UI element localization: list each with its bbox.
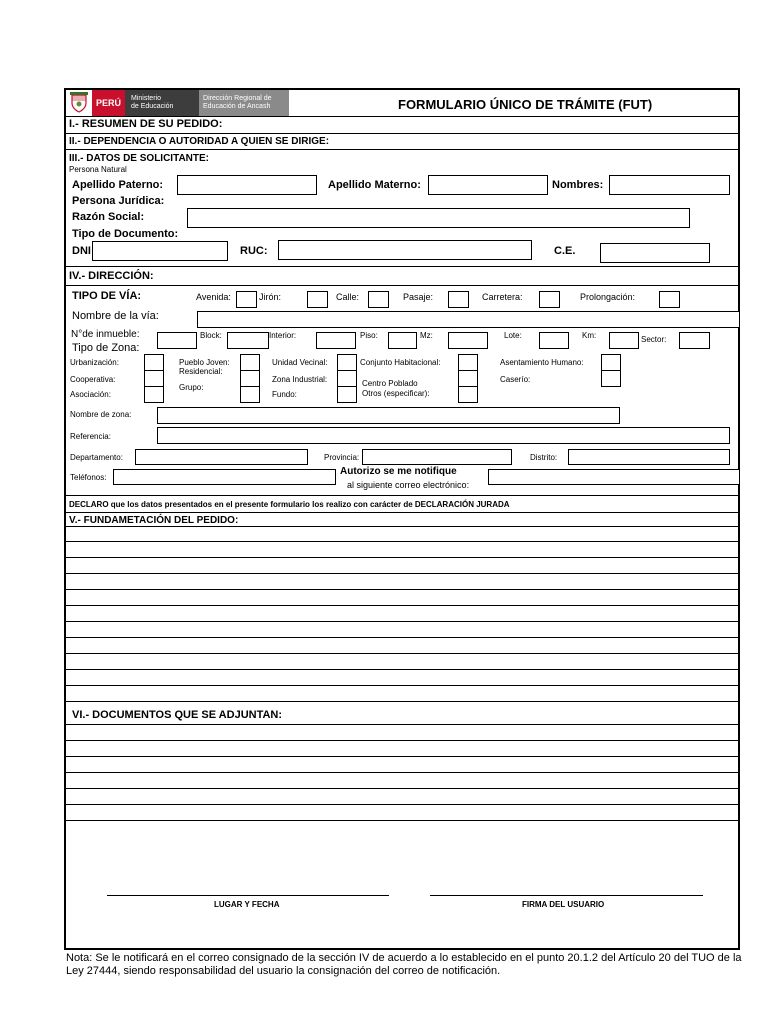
pasaje-checkbox[interactable] <box>448 291 469 308</box>
ce-field[interactable] <box>600 243 710 263</box>
razon-social-field[interactable] <box>187 208 690 228</box>
form-title: FORMULARIO ÚNICO DE TRÁMITE (FUT) <box>398 97 653 112</box>
nombres-label: Nombres: <box>552 179 604 191</box>
urbanizacion-checkbox[interactable] <box>144 354 164 371</box>
fundamentacion-line[interactable] <box>66 669 738 670</box>
nombre-zona-field[interactable] <box>157 407 620 424</box>
jiron-label: Jirón: <box>259 292 282 302</box>
fundamentacion-line[interactable] <box>66 526 738 527</box>
zona-industrial-label: Zona Industrial: <box>272 375 328 384</box>
telefonos-field[interactable] <box>113 469 336 485</box>
tipo-zona-label: Tipo de Zona: <box>72 342 140 354</box>
section-documentos: VI.- DOCUMENTOS QUE SE ADJUNTAN: <box>72 709 283 721</box>
prolongacion-label: Prolongación: <box>580 292 636 302</box>
num-inmueble-label: N°de inmueble: <box>71 329 140 340</box>
documentos-line[interactable] <box>66 820 738 821</box>
centro-poblado-checkbox[interactable] <box>458 370 478 387</box>
distrito-field[interactable] <box>568 449 730 465</box>
unidad-vecinal-checkbox[interactable] <box>337 354 357 371</box>
correo-field[interactable] <box>488 469 740 485</box>
departamento-field[interactable] <box>135 449 308 465</box>
nombre-via-field[interactable] <box>197 311 740 328</box>
fundo-label: Fundo: <box>272 390 297 399</box>
direccion-line1: Dirección Regional de <box>203 95 272 102</box>
fundamentacion-line[interactable] <box>66 589 738 590</box>
ruc-label: RUC: <box>240 245 268 257</box>
fundamentacion-line[interactable] <box>66 541 738 542</box>
ministerio-line1: Ministerio <box>131 95 161 102</box>
calle-label: Calle: <box>336 292 360 302</box>
apellido-paterno-label: Apellido Paterno: <box>72 179 164 191</box>
fundamentacion-line[interactable] <box>66 557 738 558</box>
fundamentacion-line[interactable] <box>66 637 738 638</box>
firma-usuario-label: FIRMA DEL USUARIO <box>522 900 605 909</box>
interior-field[interactable] <box>316 332 356 349</box>
conjunto-habitacional-checkbox[interactable] <box>458 354 478 371</box>
apellido-materno-field[interactable] <box>428 175 548 195</box>
section-resumen: I.- RESUMEN DE SU PEDIDO: <box>69 118 223 130</box>
documentos-line[interactable] <box>66 724 738 725</box>
nombre-via-label: Nombre de la vía: <box>72 310 159 322</box>
section-solicitante: III.- DATOS DE SOLICITANTE: <box>69 153 209 164</box>
correo-label: al siguiente correo electrónico: <box>347 480 470 490</box>
section-fundamentacion: V.- FUNDAMETACIÓN DEL PEDIDO: <box>69 515 239 526</box>
sector-label: Sector: <box>641 335 667 344</box>
asentamiento-humano-checkbox[interactable] <box>601 354 621 371</box>
divider <box>66 701 738 702</box>
distrito-label: Distrito: <box>530 453 558 462</box>
documentos-line[interactable] <box>66 788 738 789</box>
fundamentacion-line[interactable] <box>66 605 738 606</box>
cooperativa-label: Cooperativa: <box>70 375 116 384</box>
section-direccion: IV.- DIRECCIÓN: <box>69 270 154 282</box>
km-label: Km: <box>582 331 597 340</box>
peru-badge: PERÚ <box>92 90 125 116</box>
zona-industrial-checkbox[interactable] <box>337 370 357 387</box>
centro-poblado-label: Centro Poblado <box>362 379 418 388</box>
conjunto-habitacional-label: Conjunto Habitacional: <box>360 358 441 367</box>
calle-checkbox[interactable] <box>368 291 389 308</box>
lugar-fecha-label: LUGAR Y FECHA <box>214 900 280 909</box>
ce-label: C.E. <box>554 245 576 257</box>
asociacion-checkbox[interactable] <box>144 386 164 403</box>
divider <box>66 285 738 286</box>
ministerio-label <box>125 90 199 116</box>
tipo-documento-label: Tipo de Documento: <box>72 228 179 240</box>
provincia-label: Provincia: <box>324 453 360 462</box>
sector-field[interactable] <box>679 332 710 349</box>
mz-field[interactable] <box>448 332 488 349</box>
dni-label: DNI <box>72 245 91 257</box>
lugar-fecha-line[interactable] <box>107 895 389 896</box>
cooperativa-checkbox[interactable] <box>144 370 164 387</box>
divider <box>66 116 738 117</box>
referencia-label: Referencia: <box>70 432 111 441</box>
declaracion-jurada: DECLARO que los datos presentados en el presente formulario los realizo con carácter de DECLARACIÓN JURADA <box>69 500 510 509</box>
mz-label: Mz: <box>420 331 433 340</box>
nombre-zona-label: Nombre de zona: <box>70 410 132 419</box>
dni-field[interactable] <box>92 241 228 261</box>
residencial-label: Residencial: <box>179 367 223 376</box>
prolongacion-checkbox[interactable] <box>659 291 680 308</box>
asociacion-label: Asociación: <box>70 390 111 399</box>
divider <box>66 133 738 134</box>
lote-field[interactable] <box>539 332 569 349</box>
fundamentacion-line[interactable] <box>66 685 738 686</box>
divider <box>66 495 738 496</box>
grupo-checkbox[interactable] <box>240 386 260 403</box>
divider <box>66 149 738 150</box>
block-field[interactable] <box>227 332 269 349</box>
num-inmueble-field[interactable] <box>157 332 197 349</box>
ruc-field[interactable] <box>278 240 532 260</box>
section-dependencia: II.- DEPENDENCIA O AUTORIDAD A QUIEN SE DIRIGE: <box>69 136 330 147</box>
fundamentacion-line[interactable] <box>66 621 738 622</box>
documentos-line[interactable] <box>66 804 738 805</box>
firma-usuario-line[interactable] <box>430 895 703 896</box>
piso-field[interactable] <box>388 332 417 349</box>
unidad-vecinal-label: Unidad Vecinal: <box>272 358 328 367</box>
apellido-materno-label: Apellido Materno: <box>328 179 421 191</box>
grupo-label: Grupo: <box>179 383 204 392</box>
caserio-checkbox[interactable] <box>601 370 621 387</box>
tipo-via-label: TIPO DE VÍA: <box>72 290 142 302</box>
fundamentacion-line[interactable] <box>66 653 738 654</box>
ministerio-line2: de Educación <box>131 103 174 110</box>
pueblo-joven-label: Pueblo Joven: <box>179 358 230 367</box>
avenida-label: Avenida: <box>196 292 231 302</box>
pueblo-joven-checkbox[interactable] <box>240 354 260 371</box>
referencia-field[interactable] <box>157 427 730 444</box>
persona-juridica-label: Persona Jurídica: <box>72 195 165 207</box>
documentos-line[interactable] <box>66 772 738 773</box>
nombres-field[interactable] <box>609 175 730 195</box>
piso-label: Piso: <box>360 331 378 340</box>
pasaje-label: Pasaje: <box>403 292 434 302</box>
coat-of-arms-icon <box>66 90 92 116</box>
asentamiento-humano-label: Asentamiento Humano: <box>500 358 584 367</box>
persona-natural-label: Persona Natural <box>69 165 127 174</box>
provincia-field[interactable] <box>362 449 512 465</box>
urbanizacion-label: Urbanización: <box>70 358 119 367</box>
km-field[interactable] <box>609 332 639 349</box>
jiron-checkbox[interactable] <box>307 291 328 308</box>
otros-label: Otros (especificar): <box>362 389 430 398</box>
interior-label: Interior: <box>269 331 297 340</box>
carretera-checkbox[interactable] <box>539 291 560 308</box>
documentos-line[interactable] <box>66 756 738 757</box>
carretera-label: Carretera: <box>482 292 523 302</box>
ministry-logo <box>66 90 289 116</box>
razon-social-label: Razón Social: <box>72 211 145 223</box>
residencial-checkbox[interactable] <box>240 370 260 387</box>
otros-checkbox[interactable] <box>458 386 478 403</box>
divider <box>66 512 738 513</box>
divider <box>66 266 738 267</box>
autorizo-label: Autorizo se me notifique <box>340 466 457 477</box>
fundo-checkbox[interactable] <box>337 386 357 403</box>
apellido-paterno-field[interactable] <box>177 175 317 195</box>
direccion-label <box>199 90 289 116</box>
departamento-label: Departamento: <box>70 453 123 462</box>
telefonos-label: Teléfonos: <box>70 473 107 482</box>
documentos-line[interactable] <box>66 740 738 741</box>
lote-label: Lote: <box>504 331 522 340</box>
avenida-checkbox[interactable] <box>236 291 257 308</box>
block-label: Block: <box>200 331 222 340</box>
direccion-line2: Educación de Ancash <box>203 103 271 110</box>
nota: Nota: Se le notificará en el correo consignado de la sección IV de acuerdo a lo establecido en el punto 20.1.2 del Artículo 20 del TUO de la Ley 27444, siendo responsabilidad del usuario la consignación del correo de notificación. <box>66 952 742 977</box>
fundamentacion-line[interactable] <box>66 573 738 574</box>
caserio-label: Caserío: <box>500 375 531 384</box>
